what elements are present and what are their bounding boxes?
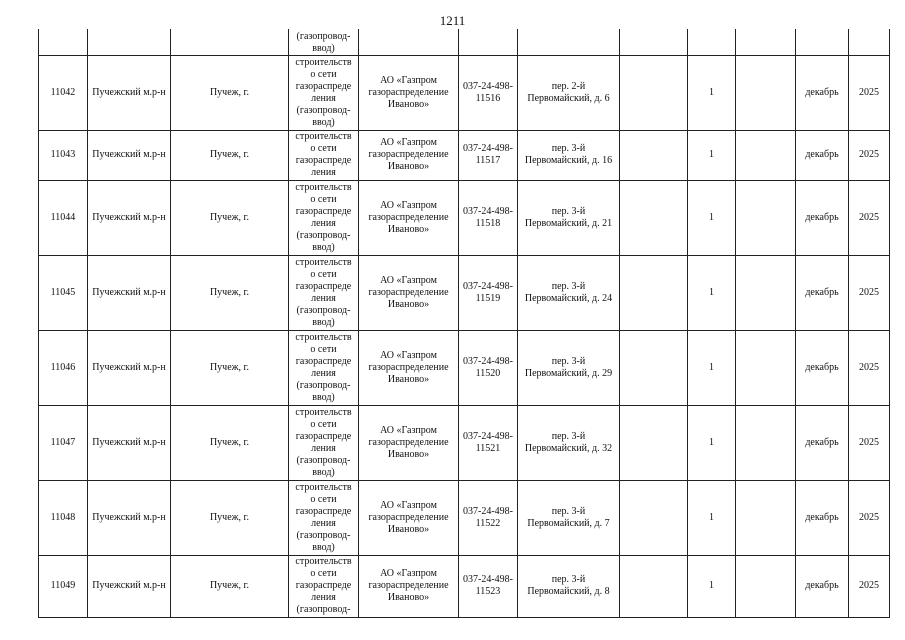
cell-month [796,29,849,55]
cell-work: строительств о сети газораспреде ления (газопровод- ввод) [289,55,359,130]
cell-col10 [736,255,796,330]
cell-num: 11043 [39,130,88,180]
cell-col10 [736,330,796,405]
cell-month: декабрь [796,555,849,617]
cell-district: Пучежский м.р-н [88,255,171,330]
cell-address: пер. 3-й Первомайский, д. 21 [518,180,620,255]
cell-col8 [620,255,688,330]
cell-code: 037-24-498-11516 [459,55,518,130]
cell-col10 [736,180,796,255]
cell-month: декабрь [796,480,849,555]
cell-year [849,29,890,55]
cell-district: Пучежский м.р-н [88,405,171,480]
cell-work: строительств о сети газораспреде ления (газопровод- [289,555,359,617]
cell-col10 [736,55,796,130]
cell-address: пер. 3-й Первомайский, д. 32 [518,405,620,480]
cell-settlement: Пучеж, г. [171,55,289,130]
cell-district: Пучежский м.р-н [88,330,171,405]
cell-address: пер. 3-й Первомайский, д. 24 [518,255,620,330]
cell-num: 11046 [39,330,88,405]
cell-code: 037-24-498-11519 [459,255,518,330]
cell-col9: 1 [688,130,736,180]
cell-col10 [736,130,796,180]
table-row [39,330,890,405]
cell-col10 [736,405,796,480]
cell-month: декабрь [796,330,849,405]
cell-org: АО «Газпром газораспределение Иваново» [359,180,459,255]
cell-year: 2025 [849,55,890,130]
cell-col9: 1 [688,255,736,330]
cell-num: 11048 [39,480,88,555]
cell-col9: 1 [688,555,736,617]
cell-month: декабрь [796,55,849,130]
cell-code [459,29,518,55]
cell-district: Пучежский м.р-н [88,55,171,130]
cell-col8 [620,130,688,180]
cell-col8 [620,405,688,480]
cell-district: Пучежский м.р-н [88,130,171,180]
cell-col10 [736,555,796,617]
cell-col8 [620,480,688,555]
cell-address [518,29,620,55]
cell-code: 037-24-498-11521 [459,405,518,480]
table-row [39,130,890,180]
cell-month: декабрь [796,405,849,480]
cell-settlement: Пучеж, г. [171,480,289,555]
cell-month: декабрь [796,130,849,180]
cell-num: 11045 [39,255,88,330]
cell-col8 [620,555,688,617]
cell-district [88,29,171,55]
cell-col9: 1 [688,180,736,255]
cell-org: АО «Газпром газораспределение Иваново» [359,555,459,617]
cell-col9: 1 [688,55,736,130]
cell-settlement: Пучеж, г. [171,180,289,255]
cell-year: 2025 [849,255,890,330]
cell-year: 2025 [849,555,890,617]
cell-org: АО «Газпром газораспределение Иваново» [359,130,459,180]
table-row [39,255,890,330]
table-row [39,405,890,480]
cell-num [39,29,88,55]
cell-settlement: Пучеж, г. [171,555,289,617]
cell-address: пер. 3-й Первомайский, д. 7 [518,480,620,555]
cell-address: пер. 3-й Первомайский, д. 8 [518,555,620,617]
cell-org: АО «Газпром газораспределение Иваново» [359,255,459,330]
cell-col9: 1 [688,480,736,555]
cell-settlement: Пучеж, г. [171,255,289,330]
register-table [38,29,890,618]
cell-col8 [620,55,688,130]
cell-settlement: Пучеж, г. [171,130,289,180]
cell-col9: 1 [688,405,736,480]
cell-year: 2025 [849,480,890,555]
cell-work: строительств о сети газораспреде ления (газопровод- ввод) [289,480,359,555]
cell-district: Пучежский м.р-н [88,180,171,255]
cell-work: строительств о сети газораспреде ления (газопровод- ввод) [289,255,359,330]
cell-month: декабрь [796,255,849,330]
cell-work: строительств о сети газораспреде ления (газопровод- ввод) [289,405,359,480]
cell-work: строительств о сети газораспреде ления (газопровод- ввод) [289,180,359,255]
cell-year: 2025 [849,405,890,480]
cell-org: АО «Газпром газораспределение Иваново» [359,330,459,405]
cell-settlement [171,29,289,55]
cell-work: строительств о сети газораспреде ления (газопровод- ввод) [289,330,359,405]
table-row [39,555,890,617]
cell-num: 11049 [39,555,88,617]
cell-work: (газопровод- ввод) [289,29,359,55]
cell-code: 037-24-498-11522 [459,480,518,555]
cell-num: 11044 [39,180,88,255]
cell-col8 [620,180,688,255]
cell-settlement: Пучеж, г. [171,405,289,480]
cell-code: 037-24-498-11520 [459,330,518,405]
cell-org: АО «Газпром газораспределение Иваново» [359,480,459,555]
cell-code: 037-24-498-11517 [459,130,518,180]
cell-district: Пучежский м.р-н [88,555,171,617]
cell-col10 [736,29,796,55]
table-row [39,480,890,555]
cell-address: пер. 3-й Первомайский, д. 16 [518,130,620,180]
cell-year: 2025 [849,130,890,180]
table-row-continuation [39,29,890,55]
cell-address: пер. 2-й Первомайский, д. 6 [518,55,620,130]
cell-settlement: Пучеж, г. [171,330,289,405]
cell-code: 037-24-498-11518 [459,180,518,255]
cell-num: 11042 [39,55,88,130]
cell-year: 2025 [849,180,890,255]
cell-district: Пучежский м.р-н [88,480,171,555]
cell-col9 [688,29,736,55]
cell-address: пер. 3-й Первомайский, д. 29 [518,330,620,405]
cell-col8 [620,29,688,55]
cell-col10 [736,480,796,555]
cell-month: декабрь [796,180,849,255]
cell-work: строительств о сети газораспреде ления [289,130,359,180]
cell-col9: 1 [688,330,736,405]
cell-org: АО «Газпром газораспределение Иваново» [359,55,459,130]
cell-col8 [620,330,688,405]
page-number: 1211 [439,13,466,28]
cell-code: 037-24-498-11523 [459,555,518,617]
cell-year: 2025 [849,330,890,405]
cell-org [359,29,459,55]
cell-num: 11047 [39,405,88,480]
table-row [39,55,890,130]
cell-org: АО «Газпром газораспределение Иваново» [359,405,459,480]
table-row [39,180,890,255]
